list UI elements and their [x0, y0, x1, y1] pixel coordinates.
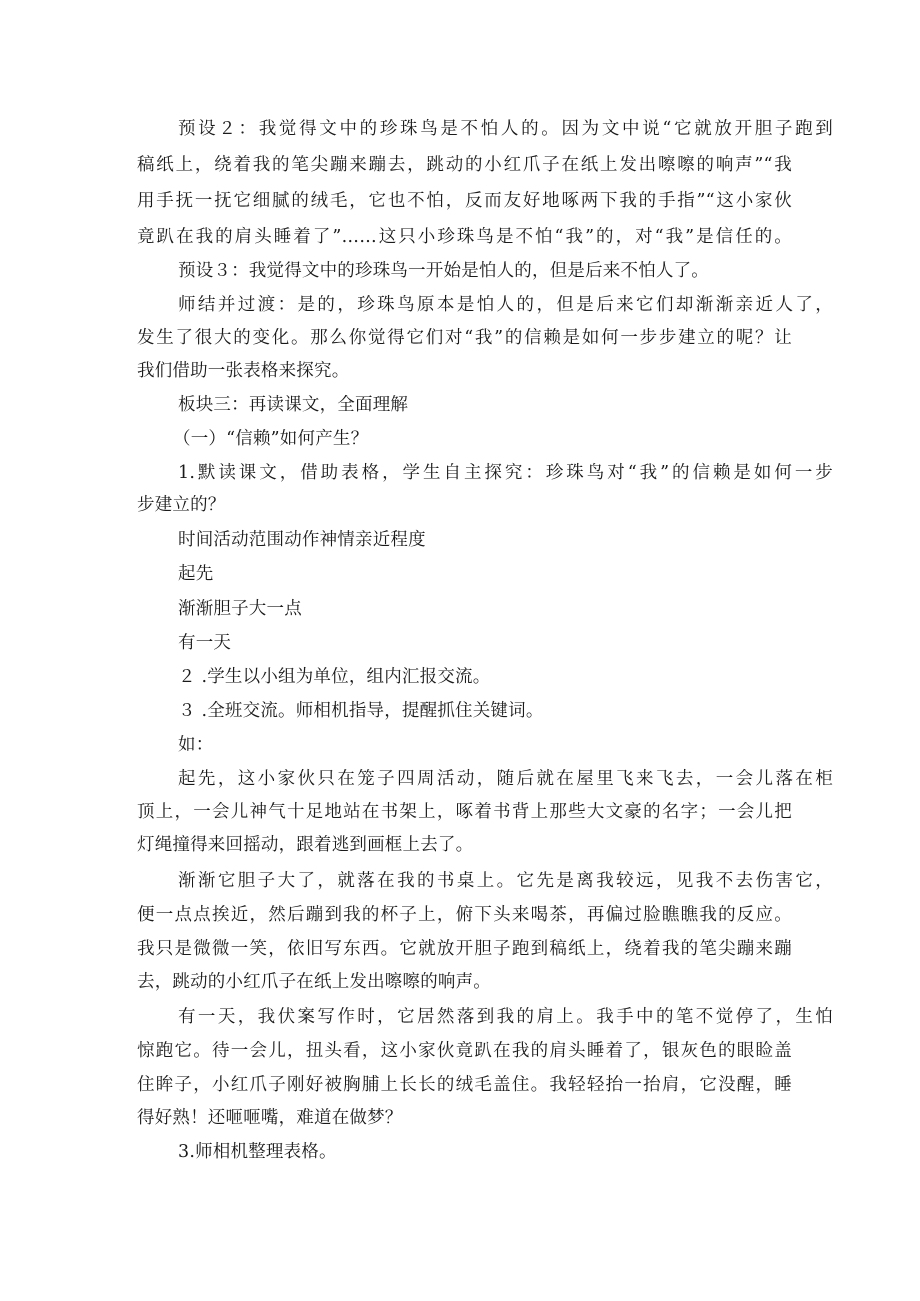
- paragraph-transition-line-2: 发生了很大的变化。那么你觉得它们对“我”的信赖是如何一步步建立的呢？让: [137, 328, 792, 348]
- paragraph-preset-2-line-4: 竟趴在我的肩头睡着了”……这只小珍珠鸟是不怕“我”的，对“我”是信任的。: [137, 227, 792, 247]
- quote-gradually-line-3: 我只是微微一笑，依旧写东西。它就放开胆子跑到稿纸上，绕着我的笔尖蹦来蹦: [137, 939, 792, 959]
- quote-at-first-line-1: 起先，这小家伙只在笼子四周活动，随后就在屋里飞来飞去，一会儿落在柜: [178, 769, 833, 789]
- table-header-row: 时间活动范围动作神情亲近程度: [178, 530, 426, 550]
- paragraph-transition-line-1: 师结并过渡：是的，珍珠鸟原本是怕人的，但是后来它们却渐渐亲近人了，: [178, 295, 833, 315]
- section-heading-block-3: 板块三：再读课文，全面理解: [178, 395, 409, 415]
- quote-one-day-line-1: 有一天，我伏案写作时，它居然落到我的肩上。我手中的笔不觉停了，生怕: [178, 1007, 833, 1027]
- paragraph-preset-3: 预设３：我觉得文中的珍珠鸟一开始是怕人的，但是后来不怕人了。: [178, 261, 709, 281]
- quote-one-day-line-2: 惊跑它。待一会儿，扭头看，这小家伙竟趴在我的肩头睡着了，银灰色的眼睑盖: [137, 1041, 792, 1061]
- step-1-line-2: 步建立的？: [137, 495, 226, 515]
- quote-gradually-line-2: 便一点点挨近，然后蹦到我的杯子上，俯下头来喝茶，再偏过脸瞧瞧我的反应。: [137, 905, 792, 925]
- quote-one-day-line-4: 得好熟！还咂咂嘴，难道在做梦？: [137, 1108, 403, 1128]
- quote-gradually-line-4: 去，跳动的小红爪子在纸上发出嚓嚓的响声。: [137, 972, 491, 992]
- table-row-one-day: 有一天: [178, 633, 232, 653]
- quote-at-first-line-2: 顶上，一会儿神气十足地站在书架上，啄着书背上那些大文豪的名字；一会儿把: [137, 802, 792, 822]
- step-3: ３ .全班交流。师相机指导，提醒抓住关键词。: [178, 701, 544, 721]
- quote-at-first-line-3: 灯绳撞得来回摇动，跟着逃到画框上去了。: [137, 835, 474, 855]
- step-2: ２ .学生以小组为单位，组内汇报交流。: [178, 667, 491, 687]
- quote-one-day-line-3: 住眸子，小红爪子刚好被胸脯上长长的绒毛盖住。我轻轻抬一抬肩，它没醒，睡: [137, 1075, 792, 1095]
- step-1-line-1: 1.默读课文，借助表格，学生自主探究：珍珠鸟对“我”的信赖是如何一步: [178, 463, 833, 483]
- table-row-at-first: 起先: [178, 564, 214, 584]
- paragraph-preset-2-line-1: 预设２：我觉得文中的珍珠鸟是不怕人的。因为文中说“它就放开胆子跑到: [178, 119, 833, 139]
- quote-gradually-line-1: 渐渐它胆子大了，就落在我的书桌上。它先是离我较远，见我不去伤害它，: [178, 871, 833, 891]
- example-label: 如：: [178, 735, 214, 755]
- paragraph-preset-2-line-2: 稿纸上，绕着我的笔尖蹦来蹦去，跳动的小红爪子在纸上发出嚓嚓的响声”“我: [137, 155, 792, 175]
- table-row-gradually: 渐渐胆子大一点: [178, 599, 302, 619]
- paragraph-transition-line-3: 我们借助一张表格来探究。: [137, 361, 350, 381]
- subsection-heading-trust: （一）“信赖”如何产生？: [173, 429, 369, 449]
- step-3-organize-table: 3.师相机整理表格。: [178, 1142, 337, 1162]
- paragraph-preset-2-line-3: 用手抚一抚它细腻的绒毛，它也不怕，反而友好地啄两下我的手指”“这小家伙: [137, 191, 792, 211]
